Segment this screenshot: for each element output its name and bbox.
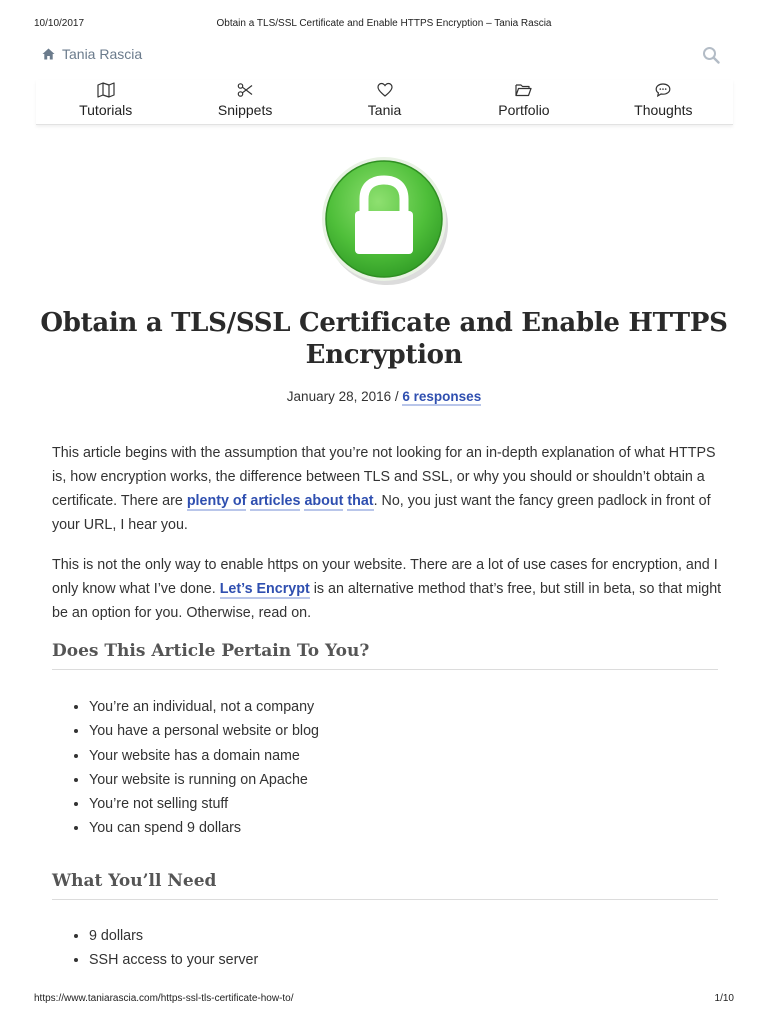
print-doc-title: Obtain a TLS/SSL Certificate and Enable HTTPS Encryption – Tania Rascia <box>216 18 552 29</box>
heart-icon <box>377 82 393 98</box>
second-paragraph: This is not the only way to enable https on your website. There are a lot of use cases for encryption, and I only know what I’ve done. Let’s Encrypt is an alternative method that’s free, but still in beta, so that might be an option for you. Otherwise, read on. <box>52 557 722 621</box>
nav-label: Thoughts <box>634 102 693 118</box>
article-date: January 28, 2016 <box>286 389 392 404</box>
list-item: • You’re an individual, not a company <box>89 695 722 719</box>
section-heading-pertain: Does This Article Pertain To You? <box>52 641 718 670</box>
list-item: • Your website is running on Apache <box>89 768 722 792</box>
search-button[interactable] <box>702 46 720 69</box>
padlock-icon <box>321 155 449 285</box>
list-item: • 9 dollars <box>89 924 722 948</box>
nav-label: Snippets <box>217 102 273 118</box>
list-item: • Your website has a domain name <box>89 744 722 768</box>
responses-link[interactable]: 6 responses <box>402 389 482 404</box>
that-link[interactable]: that <box>347 493 374 509</box>
list-item: • SSH access to your server <box>89 948 722 972</box>
main-nav <box>36 80 733 125</box>
article-title: Obtain a TLS/SSL Certificate and Enable HTTPS Encryption <box>40 308 728 370</box>
site-topbar <box>42 46 720 68</box>
article-meta <box>0 389 768 404</box>
section-heading-need: What You’ll Need <box>52 871 718 900</box>
list-item: • You’re not selling stuff <box>89 792 722 816</box>
print-url: https://www.taniarascia.com/https-ssl-tls-certificate-how-to/ <box>34 993 294 1004</box>
about-link[interactable]: about <box>304 493 344 509</box>
intro-paragraph: This article begins with the assumption that you’re not looking for an in-depth explanation of what HTTPS is, how encryption works, the difference between TLS and SSL, or why you should or shouldn’t obtain a certificate. There are plenty of articles about that. No, you just want the fancy green padlock in front of your URL, I hear you. <box>52 445 716 533</box>
list-item: • You can spend 9 dollars <box>89 816 722 840</box>
site-brand-link[interactable] <box>42 46 720 62</box>
article-body <box>52 441 722 972</box>
nav-label: Tutorials <box>79 102 133 118</box>
chat-bubble-icon <box>655 82 671 98</box>
nav-item-tania[interactable] <box>315 80 454 124</box>
list-item: • You have a personal website or blog <box>89 719 722 743</box>
print-date: 10/10/2017 <box>34 18 85 29</box>
nav-label: Tania <box>367 102 402 118</box>
folder-icon <box>515 82 532 98</box>
need-list <box>52 924 722 973</box>
meta-separator: / <box>391 389 403 404</box>
pertain-list <box>52 695 722 841</box>
nav-item-thoughts[interactable] <box>594 80 733 124</box>
site-name: Tania Rascia <box>62 46 143 62</box>
lets-encrypt-link[interactable]: Let’s Encrypt <box>219 581 310 597</box>
search-icon <box>702 46 720 64</box>
scissors-icon <box>237 82 253 98</box>
articles-link[interactable]: articles <box>250 493 301 509</box>
print-page-number: 1/10 <box>714 993 734 1004</box>
nav-item-tutorials[interactable] <box>36 80 175 124</box>
nav-item-portfolio[interactable] <box>454 80 593 124</box>
plenty-of-link[interactable]: plenty of <box>186 493 247 509</box>
map-icon <box>97 82 115 98</box>
nav-item-snippets[interactable] <box>175 80 314 124</box>
home-icon <box>42 48 55 60</box>
nav-label: Portfolio <box>498 102 550 118</box>
